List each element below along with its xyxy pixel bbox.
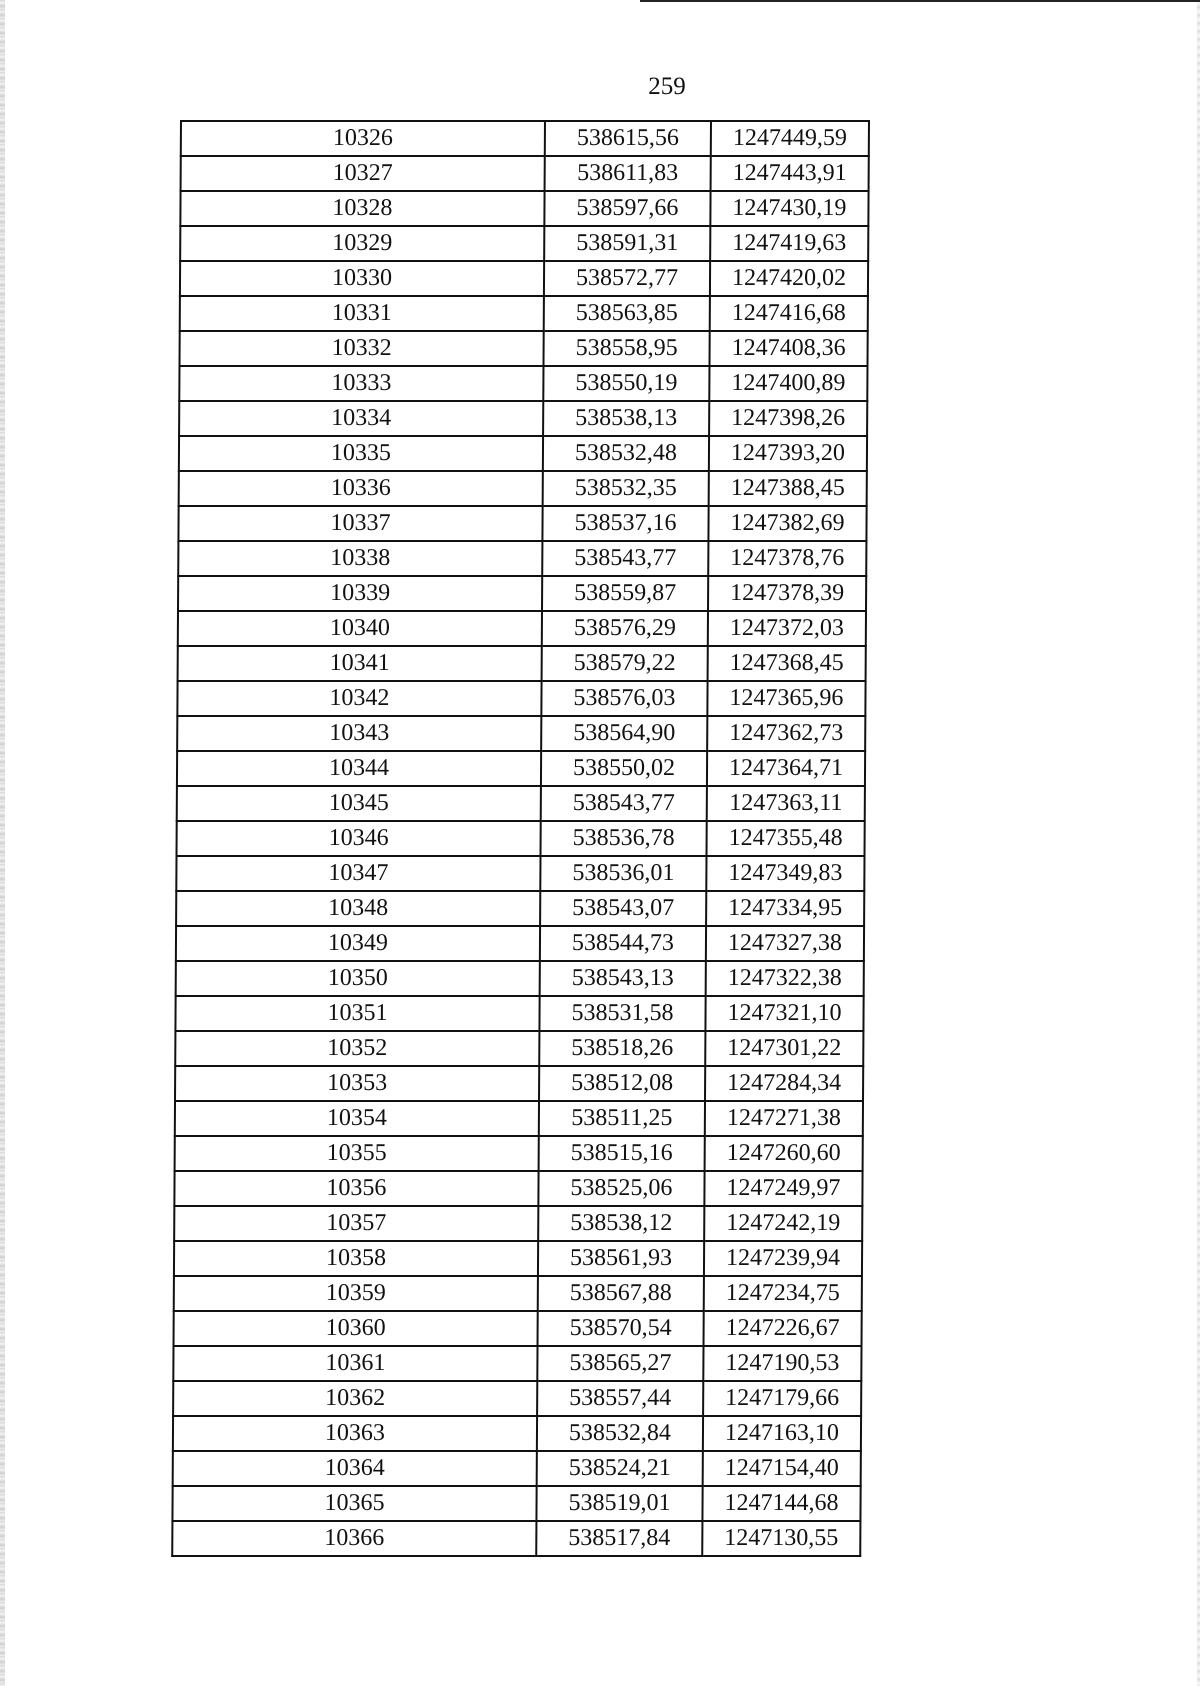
x-coordinate-cell: 538536,01 (540, 856, 706, 891)
y-coordinate-cell: 1247271,38 (705, 1101, 863, 1136)
x-coordinate-cell: 538543,07 (540, 891, 706, 926)
y-coordinate-cell: 1247449,59 (711, 121, 869, 156)
x-coordinate-cell: 538557,44 (537, 1381, 703, 1416)
point-number-cell: 10353 (175, 1066, 539, 1101)
point-number-cell: 10355 (175, 1136, 539, 1171)
table-row (173, 1346, 861, 1381)
point-number-cell: 10340 (178, 611, 542, 646)
x-coordinate-cell: 538511,25 (539, 1101, 705, 1136)
point-number-cell: 10337 (178, 506, 542, 541)
x-coordinate-cell: 538550,19 (543, 366, 709, 401)
x-coordinate-cell: 538564,90 (541, 716, 707, 751)
x-coordinate-cell: 538543,13 (540, 961, 706, 996)
y-coordinate-cell: 1247368,45 (708, 646, 866, 681)
table-row (177, 821, 865, 856)
x-coordinate-cell: 538550,02 (541, 751, 707, 786)
x-coordinate-cell: 538538,13 (543, 401, 709, 436)
x-coordinate-cell: 538561,93 (538, 1241, 704, 1276)
y-coordinate-cell: 1247378,76 (708, 541, 866, 576)
y-coordinate-cell: 1247378,39 (708, 576, 866, 611)
point-number-cell: 10326 (181, 121, 545, 156)
y-coordinate-cell: 1247363,11 (707, 786, 865, 821)
point-number-cell: 10346 (177, 821, 541, 856)
x-coordinate-cell: 538515,16 (539, 1136, 705, 1171)
x-coordinate-cell: 538576,29 (542, 611, 708, 646)
y-coordinate-cell: 1247398,26 (709, 401, 867, 436)
table-row (173, 1416, 861, 1451)
x-coordinate-cell: 538565,27 (537, 1346, 703, 1381)
y-coordinate-cell: 1247284,34 (705, 1066, 863, 1101)
table-row (178, 646, 866, 681)
point-number-cell: 10338 (178, 541, 542, 576)
point-number-cell: 10332 (179, 331, 543, 366)
x-coordinate-cell: 538591,31 (544, 226, 710, 261)
table-row (178, 506, 866, 541)
scan-edge-left (0, 0, 5, 1686)
y-coordinate-cell: 1247242,19 (704, 1206, 862, 1241)
table-row (179, 401, 867, 436)
x-coordinate-cell: 538563,85 (544, 296, 710, 331)
x-coordinate-cell: 538537,16 (542, 506, 708, 541)
x-coordinate-cell: 538559,87 (542, 576, 708, 611)
table-row (178, 611, 866, 646)
y-coordinate-cell: 1247365,96 (707, 681, 865, 716)
table-row (180, 296, 868, 331)
table-row (176, 961, 864, 996)
point-number-cell: 10350 (176, 961, 540, 996)
y-coordinate-cell: 1247130,55 (702, 1521, 860, 1556)
point-number-cell: 10354 (175, 1101, 539, 1136)
point-number-cell: 10345 (177, 786, 541, 821)
y-coordinate-cell: 1247301,22 (705, 1031, 863, 1066)
point-number-cell: 10342 (177, 681, 541, 716)
y-coordinate-cell: 1247362,73 (707, 716, 865, 751)
y-coordinate-cell: 1247419,63 (710, 226, 868, 261)
point-number-cell: 10348 (176, 891, 540, 926)
y-coordinate-cell: 1247234,75 (704, 1276, 862, 1311)
point-number-cell: 10347 (176, 856, 540, 891)
y-coordinate-cell: 1247382,69 (708, 506, 866, 541)
table-row (178, 541, 866, 576)
y-coordinate-cell: 1247393,20 (709, 436, 867, 471)
table-row (175, 1066, 863, 1101)
y-coordinate-cell: 1247239,94 (704, 1241, 862, 1276)
x-coordinate-cell: 538532,35 (543, 471, 709, 506)
point-number-cell: 10333 (179, 366, 543, 401)
y-coordinate-cell: 1247321,10 (705, 996, 863, 1031)
y-coordinate-cell: 1247226,67 (704, 1311, 862, 1346)
table-row (174, 1276, 862, 1311)
x-coordinate-cell: 538579,22 (542, 646, 708, 681)
y-coordinate-cell: 1247179,66 (703, 1381, 861, 1416)
point-number-cell: 10335 (179, 436, 543, 471)
table-row (175, 1101, 863, 1136)
x-coordinate-cell: 538570,54 (538, 1311, 704, 1346)
point-number-cell: 10329 (180, 226, 544, 261)
y-coordinate-cell: 1247420,02 (710, 261, 868, 296)
y-coordinate-cell: 1247349,83 (706, 856, 864, 891)
x-coordinate-cell: 538518,26 (539, 1031, 705, 1066)
point-number-cell: 10331 (180, 296, 544, 331)
x-coordinate-cell: 538611,83 (545, 156, 711, 191)
y-coordinate-cell: 1247327,38 (706, 926, 864, 961)
table-row (174, 1311, 862, 1346)
table-row (175, 1136, 863, 1171)
coordinates-table-container (180, 120, 868, 1557)
point-number-cell: 10358 (174, 1241, 538, 1276)
point-number-cell: 10336 (179, 471, 543, 506)
table-row (180, 226, 868, 261)
coordinates-table (171, 120, 870, 1557)
table-row (172, 1521, 860, 1556)
point-number-cell: 10351 (175, 996, 539, 1031)
table-row (179, 331, 867, 366)
x-coordinate-cell: 538517,84 (536, 1521, 702, 1556)
x-coordinate-cell: 538512,08 (539, 1066, 705, 1101)
point-number-cell: 10327 (181, 156, 545, 191)
point-number-cell: 10357 (174, 1206, 538, 1241)
y-coordinate-cell: 1247430,19 (710, 191, 868, 226)
table-row (176, 856, 864, 891)
table-row (180, 191, 868, 226)
point-number-cell: 10356 (174, 1171, 538, 1206)
table-row (173, 1381, 861, 1416)
y-coordinate-cell: 1247416,68 (710, 296, 868, 331)
point-number-cell: 10349 (176, 926, 540, 961)
x-coordinate-cell: 538532,48 (543, 436, 709, 471)
table-row (181, 156, 869, 191)
point-number-cell: 10339 (178, 576, 542, 611)
point-number-cell: 10330 (180, 261, 544, 296)
y-coordinate-cell: 1247322,38 (706, 961, 864, 996)
y-coordinate-cell: 1247144,68 (702, 1486, 860, 1521)
point-number-cell: 10334 (179, 401, 543, 436)
table-row (177, 716, 865, 751)
point-number-cell: 10361 (173, 1346, 537, 1381)
table-row (177, 751, 865, 786)
x-coordinate-cell: 538532,84 (537, 1416, 703, 1451)
point-number-cell: 10352 (175, 1031, 539, 1066)
y-coordinate-cell: 1247388,45 (709, 471, 867, 506)
x-coordinate-cell: 538543,77 (542, 541, 708, 576)
table-row (181, 121, 869, 156)
table-row (180, 261, 868, 296)
y-coordinate-cell: 1247400,89 (709, 366, 867, 401)
table-row (174, 1206, 862, 1241)
top-rule (640, 0, 1200, 2)
x-coordinate-cell: 538519,01 (536, 1486, 702, 1521)
point-number-cell: 10363 (173, 1416, 537, 1451)
x-coordinate-cell: 538536,78 (541, 821, 707, 856)
y-coordinate-cell: 1247372,03 (708, 611, 866, 646)
table-row (176, 926, 864, 961)
x-coordinate-cell: 538572,77 (544, 261, 710, 296)
x-coordinate-cell: 538558,95 (543, 331, 709, 366)
y-coordinate-cell: 1247190,53 (703, 1346, 861, 1381)
coordinates-table-body (172, 121, 869, 1556)
y-coordinate-cell: 1247249,97 (704, 1171, 862, 1206)
point-number-cell: 10341 (178, 646, 542, 681)
table-row (175, 996, 863, 1031)
y-coordinate-cell: 1247163,10 (703, 1416, 861, 1451)
y-coordinate-cell: 1247260,60 (705, 1136, 863, 1171)
point-number-cell: 10344 (177, 751, 541, 786)
point-number-cell: 10343 (177, 716, 541, 751)
table-row (172, 1486, 860, 1521)
y-coordinate-cell: 1247364,71 (707, 751, 865, 786)
x-coordinate-cell: 538615,56 (545, 121, 711, 156)
x-coordinate-cell: 538576,03 (541, 681, 707, 716)
point-number-cell: 10362 (173, 1381, 537, 1416)
y-coordinate-cell: 1247408,36 (709, 331, 867, 366)
point-number-cell: 10328 (180, 191, 544, 226)
table-row (179, 366, 867, 401)
table-row (173, 1451, 861, 1486)
y-coordinate-cell: 1247443,91 (711, 156, 869, 191)
table-row (175, 1031, 863, 1066)
x-coordinate-cell: 538524,21 (537, 1451, 703, 1486)
y-coordinate-cell: 1247154,40 (703, 1451, 861, 1486)
x-coordinate-cell: 538544,73 (540, 926, 706, 961)
point-number-cell: 10365 (172, 1486, 536, 1521)
table-row (174, 1171, 862, 1206)
table-row (177, 681, 865, 716)
y-coordinate-cell: 1247334,95 (706, 891, 864, 926)
table-row (174, 1241, 862, 1276)
point-number-cell: 10360 (174, 1311, 538, 1346)
x-coordinate-cell: 538567,88 (538, 1276, 704, 1311)
table-row (179, 436, 867, 471)
x-coordinate-cell: 538531,58 (539, 996, 705, 1031)
x-coordinate-cell: 538525,06 (538, 1171, 704, 1206)
table-row (177, 786, 865, 821)
x-coordinate-cell: 538538,12 (538, 1206, 704, 1241)
page-number: 259 (648, 73, 686, 100)
y-coordinate-cell: 1247355,48 (707, 821, 865, 856)
table-row (176, 891, 864, 926)
table-row (178, 576, 866, 611)
point-number-cell: 10359 (174, 1276, 538, 1311)
point-number-cell: 10366 (172, 1521, 536, 1556)
table-row (179, 471, 867, 506)
point-number-cell: 10364 (173, 1451, 537, 1486)
x-coordinate-cell: 538597,66 (544, 191, 710, 226)
x-coordinate-cell: 538543,77 (541, 786, 707, 821)
